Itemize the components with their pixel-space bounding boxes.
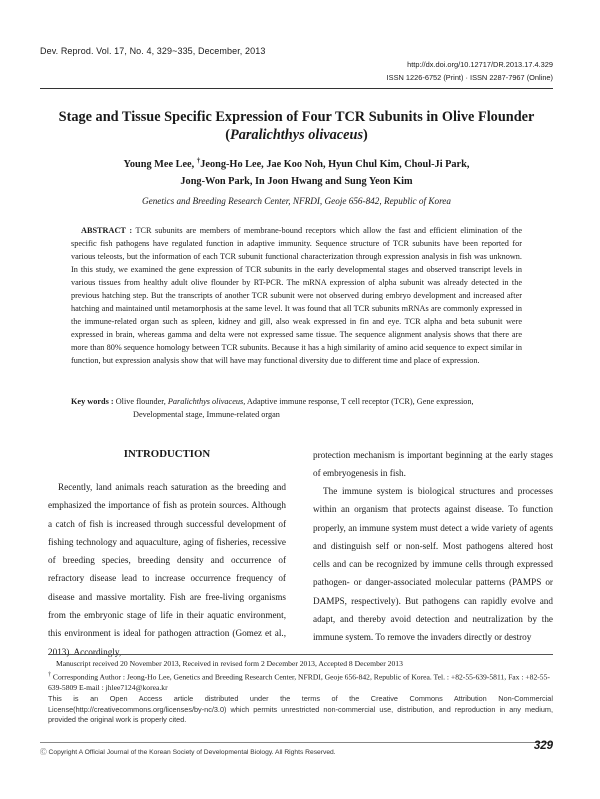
footnote-divider — [48, 654, 553, 655]
copyright-notice: Ⓒ Copyright A Official Journal of the Korean Society of Developmental Biology. All Rights Reserved. — [40, 749, 336, 756]
intro-left-column: Recently, land animals reach saturation as the breeding and emphasized the importance of fish as protein sources. Although a catch of fish is increased through successful development of fishing technology and aquaculture, aging of fisheries, recessive of breeding species, breeding density and occurrence of refractory disease lead to increase occurrence frequency of disease and massive mortality. Fish are free-living organisms from the embryonic stage of life in their aquatic environment, this environment is ideal for pathogen attraction (Gomez et al., 2013). Accordingly, — [48, 482, 286, 657]
doi-link[interactable]: http://dx.doi.org/10.12717/DR.2013.17.4.329 — [407, 60, 553, 69]
section-heading-introduction: INTRODUCTION — [123, 448, 211, 460]
author-list — [40, 156, 553, 190]
open-access-notice: This is an Open Access article distributed under the terms of the Creative Commons Attribution Non-Commercial License(http://creativecommons.org/licenses/by-nc/3.0) which permits unrestricted non-commercial use, distribution, and reproduction in any medium, provided the original work is properly cited. — [48, 694, 553, 725]
authors-line-2: Jong-Won Park, In Joon Hwang and Sung Yeon Kim — [180, 176, 413, 187]
keywords-label: Key words : — [71, 397, 114, 406]
corresponding-author: † Corresponding Author : Jeong-Ho Lee, Genetics and Breeding Research Center, NFRDI, Geoje 656-842, Republic of Korea. Tel. : +82-55-639-5811, Fax : +82-55-639-5809 E-mail : jhlee7124@korea.kr — [48, 672, 550, 693]
keywords: Key words : Olive flounder, Paralichthys olivaceus, Adaptive immune response, T cell receptor (TCR), Gene expression, Developmental stage, Immune-related organ — [71, 397, 474, 419]
species-name: Paralichthys olivaceus — [229, 127, 364, 143]
journal-reference: Dev. Reprod. Vol. 17, No. 4, 329~335, December, 2013 — [40, 46, 266, 56]
issn-line: ISSN 1226-6752 (Print) · ISSN 2287-7967 (Online) — [386, 73, 553, 82]
title-line-1: Stage and Tissue Specific Expression of Four TCR Subunits in Olive Flounder — [58, 109, 535, 125]
footer-divider — [40, 742, 553, 743]
paper-title — [40, 108, 553, 144]
authors-line-1: Young Mee Lee, †Jeong-Ho Lee, Jae Koo Noh, Hyun Chul Kim, Choul-Ji Park, — [123, 156, 470, 170]
page-number: 329 — [533, 740, 553, 752]
abstract — [71, 224, 522, 367]
header-divider — [40, 88, 553, 89]
manuscript-dates: Manuscript received 20 November 2013, Received in revised form 2 December 2013, Accepted 8 December 2013 — [56, 659, 403, 668]
abstract-text: TCR subunits are members of membrane-bound receptors which allow the fast and efficient elimination of the specific fish pathogens have regulated function in adaptive immunity. Sequence structure of TCR subunits have been reported for various teleosts, but the information of each TCR subunit functional characterization through expression analysis in fish was unknown. In this study, we examined the gene expression of TCR subunits in the early developmental stages and observed transcript levels in various tissues from healthy adult olive flounder by RT-PCR. The mRNA expression of alpha subunit was already detected in the previous hatching step. But the transcripts of another TCR subunit were not observed during embryo development and increased after hatching and maintained until metamorphosis at the same level. It was found that all TCR subunits mRNAs are commonly expressed in the immune-related organ such as spleen, kidney and gill, also weak expressed in fin and eye. TCR alpha and beta subunit were expressed in brain, whereas gamma and delta were not expressed same tissue. The sequence alignment analysis shows that there are more than 80% sequence homology between TCR subunits. Because it has a high similarity of amino acid sequence to expect similar in function, but expression analysis show that will have may functional diversity due to different time and place of expression. — [71, 226, 522, 365]
title-line-2: (Paralichthys olivaceus) — [225, 127, 368, 143]
intro-right-column-para-2: The immune system is biological structures and processes within an organism that protects against disease. To function properly, an immune system must detect a wide variety of agents and distinguish self or non-self. Most pathogens altered host cells and can be recognized by immune cells through expressed pathogen- or danger-associated molecular patterns (PAMPS or DAMPS, respectively). But pathogens can rapidly evolve and adapt, and thereby avoid detection and neutralization by the immune system. To remove the invaders directly or destroy — [313, 486, 553, 643]
abstract-label: ABSTRACT : — [81, 226, 133, 235]
affiliation: Genetics and Breeding Research Center, NFRDI, Geoje 656-842, Republic of Korea — [142, 196, 451, 206]
corresponding-mark: † — [196, 156, 201, 165]
intro-right-column-para-1: protection mechanism is important beginning at the early stages of embryogenesis in fish. — [313, 450, 553, 479]
